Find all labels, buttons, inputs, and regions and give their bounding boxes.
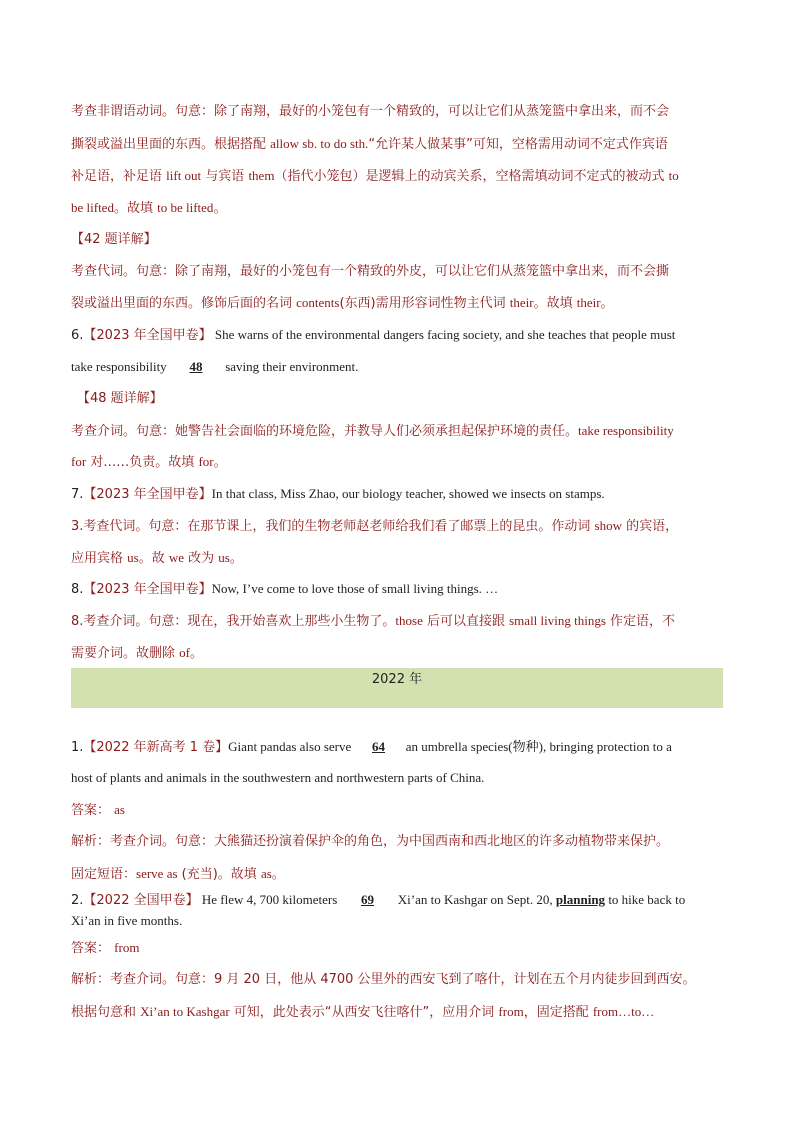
text: 【2023 年全国甲卷】 bbox=[83, 487, 212, 502]
text: of bbox=[179, 645, 190, 660]
text: for bbox=[71, 454, 87, 469]
text: 8.考查介词。句意：现在，我开始喜欢上那些小生物了。 bbox=[71, 614, 396, 629]
text: ，固定搭配 bbox=[523, 1005, 593, 1020]
text: 考查代词。句意：除了南翔，最好的小笼包有一个精致的外皮，可以让它们从蒸笼篮中拿出来，而不会撕 bbox=[71, 264, 670, 279]
text: be lifted bbox=[71, 200, 114, 215]
text: from…to… bbox=[592, 1004, 655, 1019]
text: to bbox=[668, 168, 679, 183]
q1-2022-explanation-line-2 bbox=[71, 864, 723, 884]
text: 裂或溢出里面的东西。修饰后面的名词 bbox=[71, 296, 297, 311]
answer-value: from bbox=[114, 940, 140, 955]
text: In that class, Miss Zhao, our biology teacher, showed we insects on stamps. bbox=[211, 486, 605, 501]
q7-question bbox=[71, 484, 723, 504]
blank-69: 69 bbox=[361, 892, 375, 907]
text: Giant pandas also serve bbox=[228, 739, 355, 754]
banner-title: 2022 年 bbox=[371, 672, 423, 687]
text: She warns of the environmental dangers facing society, and she teaches that people must bbox=[211, 327, 676, 342]
text: 2. bbox=[71, 893, 84, 908]
q2-2022-question-line-1 bbox=[71, 890, 723, 910]
q7-explanation-line-1 bbox=[71, 516, 723, 536]
q42-explanation-line-1 bbox=[71, 262, 723, 282]
text: take responsibility bbox=[578, 423, 674, 438]
text: “允许某人做某事”可知，空格需用动词不定式作宾语 bbox=[368, 137, 668, 152]
q48-heading bbox=[77, 389, 729, 409]
q42-heading bbox=[71, 230, 723, 250]
text: 。 bbox=[213, 455, 227, 470]
text: show bbox=[594, 518, 622, 533]
q48-explanation-line-2 bbox=[71, 452, 723, 472]
text: 【2023 年全国甲卷】 bbox=[83, 582, 212, 597]
text: us bbox=[127, 550, 139, 565]
year-section-banner bbox=[71, 668, 723, 708]
text: serve as bbox=[136, 866, 178, 881]
text: （指代小笼包）是逻辑上的动宾关系，空格需填动词不定式的被动式 bbox=[274, 169, 669, 184]
text: 解析：考查介词。句意：大熊猫还扮演着保护伞的角色，为中国西南和西北地区的许多动植物带来保护。 bbox=[71, 834, 670, 849]
q41-explanation-line-3 bbox=[71, 166, 723, 186]
text: 。故填 bbox=[533, 296, 577, 311]
text: (东西)需用形容词性物主代词 bbox=[339, 296, 510, 311]
text: 。 bbox=[189, 646, 203, 661]
q41-explanation-line-1 bbox=[71, 102, 723, 122]
text: to be lifted bbox=[157, 200, 214, 215]
text: 【42 题详解】 bbox=[71, 232, 157, 247]
text: to hike back to bbox=[605, 892, 686, 907]
text: 应用宾格 bbox=[71, 551, 128, 566]
q41-explanation-line-4 bbox=[71, 198, 723, 218]
text: 。 bbox=[213, 201, 227, 216]
text: 补足语，补足语 bbox=[71, 169, 167, 184]
text: 8. bbox=[71, 582, 84, 597]
text: an umbrella species(物种), bringing protection to a bbox=[402, 739, 672, 754]
blank-64: 64 bbox=[372, 739, 386, 754]
text: 。故 bbox=[138, 551, 169, 566]
text: allow sb. to do sth. bbox=[270, 136, 369, 151]
text: take responsibility bbox=[71, 359, 170, 374]
text: 对……负责。故填 bbox=[86, 455, 199, 470]
text: 答案： bbox=[71, 803, 111, 818]
text: Now, I’ve come to love those of small living things. … bbox=[211, 581, 499, 596]
text: saving their environment. bbox=[221, 359, 359, 374]
text: 作定语，不 bbox=[605, 614, 676, 629]
q2-2022-answer bbox=[71, 938, 723, 958]
text: us bbox=[218, 550, 230, 565]
text: 3.考查代词。句意：在那节课上，我们的生物老师赵老师给我们看了邮票上的昆虫。作动词 bbox=[71, 519, 595, 534]
text: small living things bbox=[509, 613, 606, 628]
q8-explanation-line-2 bbox=[71, 643, 723, 663]
q2-2022-question-line-2 bbox=[71, 911, 723, 931]
q6-question-line-1 bbox=[71, 325, 723, 345]
text: Xi’an to Kashgar bbox=[140, 1004, 230, 1019]
q6-question-line-2 bbox=[71, 357, 723, 377]
text: 。故填 bbox=[113, 201, 158, 216]
text: them bbox=[248, 168, 275, 183]
text: 固定短语： bbox=[71, 867, 137, 882]
text: 考查介词。句意：她警告社会面临的环境危险，并教导人们必须承担起保护环境的责任。 bbox=[71, 424, 579, 439]
q2-2022-explanation-line-1 bbox=[71, 970, 723, 990]
text: 考查非谓语动词。句意：除了南翔，最好的小笼包有一个精致的，可以让它们从蒸笼篮中拿出来，而不会 bbox=[71, 104, 670, 119]
text: for bbox=[198, 454, 214, 469]
text: 解析：考查介词。句意：9 月 20 日，他从 4700 公里外的西安飞到了喀什，计划在五个月内徒步回到西安。 bbox=[71, 972, 696, 987]
text: 1. bbox=[71, 740, 84, 755]
q8-question bbox=[71, 579, 723, 599]
text: 需要介词。故删除 bbox=[71, 646, 180, 661]
text: contents bbox=[296, 295, 340, 310]
text: 【48 题详解】 bbox=[77, 391, 163, 406]
text: 与宾语 bbox=[201, 169, 249, 184]
q48-explanation-line-1 bbox=[71, 421, 723, 441]
underlined-word: planning bbox=[555, 892, 606, 907]
q8-explanation-line-1 bbox=[71, 611, 723, 631]
text: 根据句意和 bbox=[71, 1005, 141, 1020]
text: their bbox=[576, 295, 601, 310]
text: 6. bbox=[71, 328, 84, 343]
answer-value: as bbox=[114, 802, 125, 817]
text: host of plants and animals in the southwestern and northwestern parts of China. bbox=[71, 770, 485, 785]
q1-2022-question-line-2 bbox=[71, 768, 723, 788]
text: Xi’an to Kashgar on Sept. 20, bbox=[394, 892, 556, 907]
q41-explanation-line-2 bbox=[71, 134, 723, 154]
text: 改为 bbox=[184, 551, 219, 566]
text: (充当)。故填 bbox=[177, 867, 261, 882]
text: lift out bbox=[166, 168, 202, 183]
q7-explanation-line-2 bbox=[71, 548, 723, 568]
text: Xi’an in five months. bbox=[71, 913, 183, 928]
blank-48: 48 bbox=[189, 359, 203, 374]
q1-2022-answer bbox=[71, 800, 723, 820]
text: we bbox=[168, 550, 185, 565]
q1-2022-explanation-line-1 bbox=[71, 832, 723, 852]
text: 的宾语， bbox=[622, 519, 679, 534]
q1-2022-question-line-1 bbox=[71, 737, 723, 757]
text: 【2023 年全国甲卷】 bbox=[83, 328, 212, 343]
text: 【2022 年新高考 1 卷】 bbox=[83, 740, 229, 755]
text: He flew 4, 700 kilometers bbox=[198, 892, 341, 907]
text: 。 bbox=[600, 296, 614, 311]
text: 【2022 全国甲卷】 bbox=[83, 893, 199, 908]
text: as bbox=[260, 866, 272, 881]
q2-2022-explanation-line-2 bbox=[71, 1002, 723, 1022]
text: those bbox=[395, 613, 423, 628]
text: 。 bbox=[271, 867, 285, 882]
text: 后可以直接跟 bbox=[422, 614, 510, 629]
text: 7. bbox=[71, 487, 84, 502]
text: 撕裂或溢出里面的东西。根据搭配 bbox=[71, 137, 271, 152]
text: from bbox=[498, 1004, 524, 1019]
text: 。 bbox=[229, 551, 243, 566]
text: 可知，此处表示“从西安飞往喀什”，应用介词 bbox=[229, 1005, 499, 1020]
text: their bbox=[509, 295, 534, 310]
q42-explanation-line-2 bbox=[71, 293, 723, 313]
text: 答案： bbox=[71, 941, 111, 956]
